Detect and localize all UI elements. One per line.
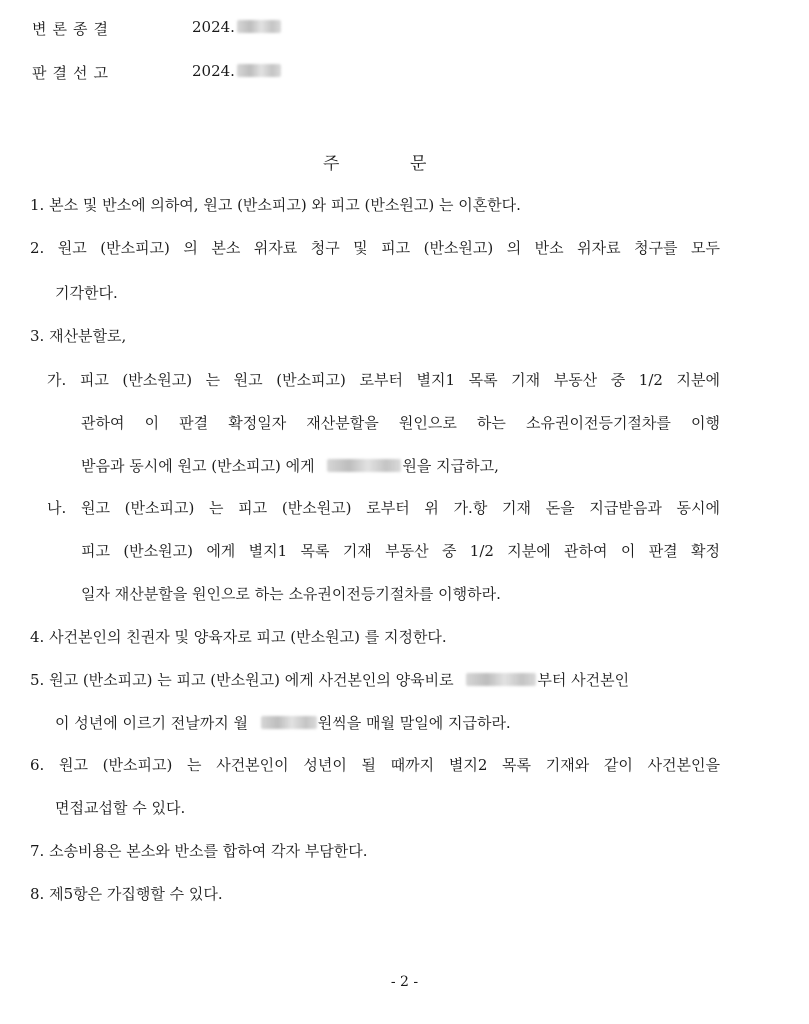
- redacted-amount: [327, 459, 401, 472]
- title-char-1: 주: [323, 154, 340, 174]
- section-title: [0, 149, 809, 174]
- order-item-3b-line-2: 피고 (반소원고) 에게 별지1 목록 기재 부동산 중 1/2 지분에 관하여 이 판결 확정: [81, 542, 720, 560]
- order-item-3a-line-3: 받음과 동시에 원고 (반소피고) 에게 원을 지급하고,: [81, 457, 499, 475]
- closing-date-label: 변론종결: [32, 20, 114, 38]
- order-item-5-line-2: 이 성년에 이르기 전날까지 월 원씩을 매월 말일에 지급하라.: [55, 714, 511, 732]
- judgment-date-value: 2024.: [192, 62, 281, 80]
- order-item-3a-line-1: 가. 피고 (반소원고) 는 원고 (반소피고) 로부터 별지1 목록 기재 부동산 중 1/2 지분에: [47, 371, 720, 389]
- order-item-7: 7. 소송비용은 본소와 반소를 합하여 각자 부담한다.: [30, 842, 368, 860]
- page-number: - 2 -: [390, 974, 419, 990]
- order-item-2-line-2: 기각한다.: [55, 284, 118, 302]
- order-item-3b-line-1: 나. 원고 (반소피고) 는 피고 (반소원고) 로부터 위 가.항 기재 돈을 지급받음과 동시에: [47, 499, 720, 517]
- redaction-mark: [237, 20, 281, 33]
- order-item-8: 8. 제5항은 가집행할 수 있다.: [30, 885, 223, 903]
- order-item-2-line-1: 2. 원고 (반소피고) 의 본소 위자료 청구 및 피고 (반소원고) 의 반소 위자료 청구를 모두: [30, 239, 720, 257]
- redaction-mark: [237, 64, 281, 77]
- title-char-2: 문: [410, 154, 427, 174]
- order-item-1: 1. 본소 및 반소에 의하여, 원고 (반소피고) 와 피고 (반소원고) 는 이혼한다.: [30, 196, 521, 214]
- judgment-date-label: 판결선고: [32, 64, 114, 82]
- order-item-3b-line-3: 일자 재산분할을 원인으로 하는 소유권이전등기절차를 이행하라.: [81, 585, 501, 603]
- order-item-5-line-1: 5. 원고 (반소피고) 는 피고 (반소원고) 에게 사건본인의 양육비로 부터 사건본인: [30, 671, 630, 689]
- order-item-6-line-2: 면접교섭할 수 있다.: [55, 799, 186, 817]
- order-item-3a-line-2: 관하여 이 판결 확정일자 재산분할을 원인으로 하는 소유권이전등기절차를 이행: [81, 414, 720, 432]
- closing-date-value: 2024.: [192, 18, 281, 36]
- order-item-3: 3. 재산분할로,: [30, 327, 127, 345]
- redacted-amount: [261, 716, 317, 729]
- order-item-4: 4. 사건본인의 친권자 및 양육자로 피고 (반소원고) 를 지정한다.: [30, 628, 447, 646]
- redacted-date: [466, 673, 536, 686]
- order-item-6-line-1: 6. 원고 (반소피고) 는 사건본인이 성년이 될 때까지 별지2 목록 기재와 같이 사건본인을: [30, 756, 720, 774]
